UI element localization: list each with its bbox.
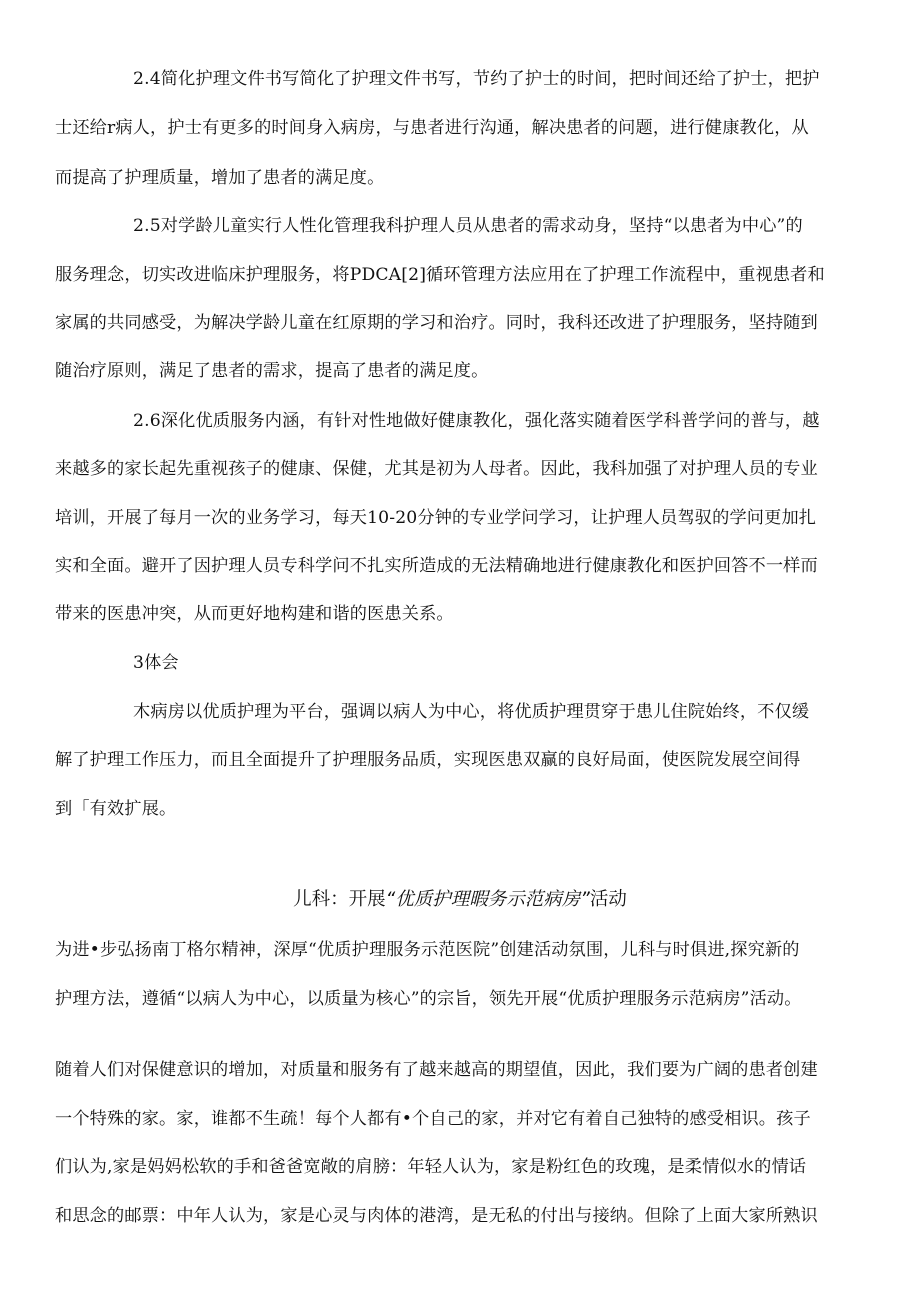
heading-prefix: 儿科：开展 <box>293 889 386 910</box>
section-2-4-line-3: 而提高了护理质量，增加了患者的满足度。 <box>55 168 385 188</box>
section-2-4-line-2: 士还给r病人，护士有更多的时间身入病房，与患者进行沟通，解决患者的问题，进行健康教化，从 <box>55 118 809 138</box>
section-3-line-1: 木病房以优质护理为平台，强调以病人为中心，将优质护理贯穿于患儿住院始终，不仅缓 <box>133 702 810 722</box>
intro-line-2: 护理方法，遵循“以病人为中心，以质量为核心”的宗旨，领先开展“优质护理服务示范病房”活动。 <box>55 989 802 1009</box>
section-2-5-line-2: 服务理念，切实改进临床护理服务，将PDCA[2]循环管理方法应用在了护理工作流程中，重视患者和 <box>55 265 825 285</box>
heading-suffix: 活动 <box>589 889 627 910</box>
section-2-5-line-1: 2.5对学龄儿童实行人性化管理我科护理人员从患者的需求动身，坚持“以患者为中心”的 <box>133 216 803 236</box>
body-line-3: 们认为,家是妈妈松软的手和爸爸宽敞的肩膀：年轻人认为，家是粉红色的玫瑰，是柔情似水的情话 <box>55 1157 807 1177</box>
body-line-2: 一个特殊的家。家，谁都不生疏！每个人都有•个自己的家，并对它有着自己独特的感受相识。孩子 <box>55 1109 811 1129</box>
body-line-1: 随着人们对保健意识的增加，对质量和服务有了越来越高的期望值，因此，我们要为广阔的患者创建 <box>55 1060 818 1080</box>
section-2-6-line-4: 实和全面。避开了因护理人员专科学问不扎实所造成的无法精确地进行健康教化和医护回答不一样而 <box>55 556 818 576</box>
section-3-title: 3体会 <box>133 653 179 673</box>
section-3-line-2: 解了护理工作压力，而且全面提升了护理服务品质，实现医患双赢的良好局面，使医院发展空间得 <box>55 750 801 770</box>
section-2-5-line-3: 家属的共同感受，为解决学龄儿童在红原期的学习和治疗。同时，我科还改进了护理服务，坚持随到 <box>55 313 818 333</box>
section-2-5-line-4: 随治疗原则，满足了患者的需求，提高了患者的满足度。 <box>55 361 489 381</box>
section-2-6-line-5: 带来的医患冲突，从而更好地构建和谐的医患关系。 <box>55 604 454 624</box>
heading-quote: “优质护理暇务示范病房” <box>385 889 590 910</box>
section-2-6-line-1: 2.6深化优质服务内涵，有针对性地做好健康教化，强化落实随着医学科普学问的普与，越 <box>133 411 820 431</box>
intro-line-1: 为进•步弘扬南丁格尔精神，深厚“优质护理服务示范医院”创建活动氛围，儿科与时俱进,探究新的 <box>55 940 800 960</box>
section-2-6-line-3: 培训，开展了每月一次的业务学习，每天10-20分钟的专业学问学习，让护理人员驾驭的学问更加扎 <box>55 508 817 528</box>
body-line-4: 和思念的邮票：中年人认为，家是心灵与肉体的港湾，是无私的付出与接纳。但除了上面大家所熟识 <box>55 1206 818 1226</box>
section-3-line-3: 到「有效扩展。 <box>55 799 177 819</box>
article-heading <box>0 887 920 913</box>
section-2-4-line-1: 2.4简化护理文件书写简化了护理文件书写，节约了护士的时间，把时间还给了护士，把护 <box>133 69 820 89</box>
section-2-6-line-2: 来越多的家长起先重视孩子的健康、保健，尤其是初为人母者。因此，我科加强了对护理人员的专业 <box>55 459 818 479</box>
